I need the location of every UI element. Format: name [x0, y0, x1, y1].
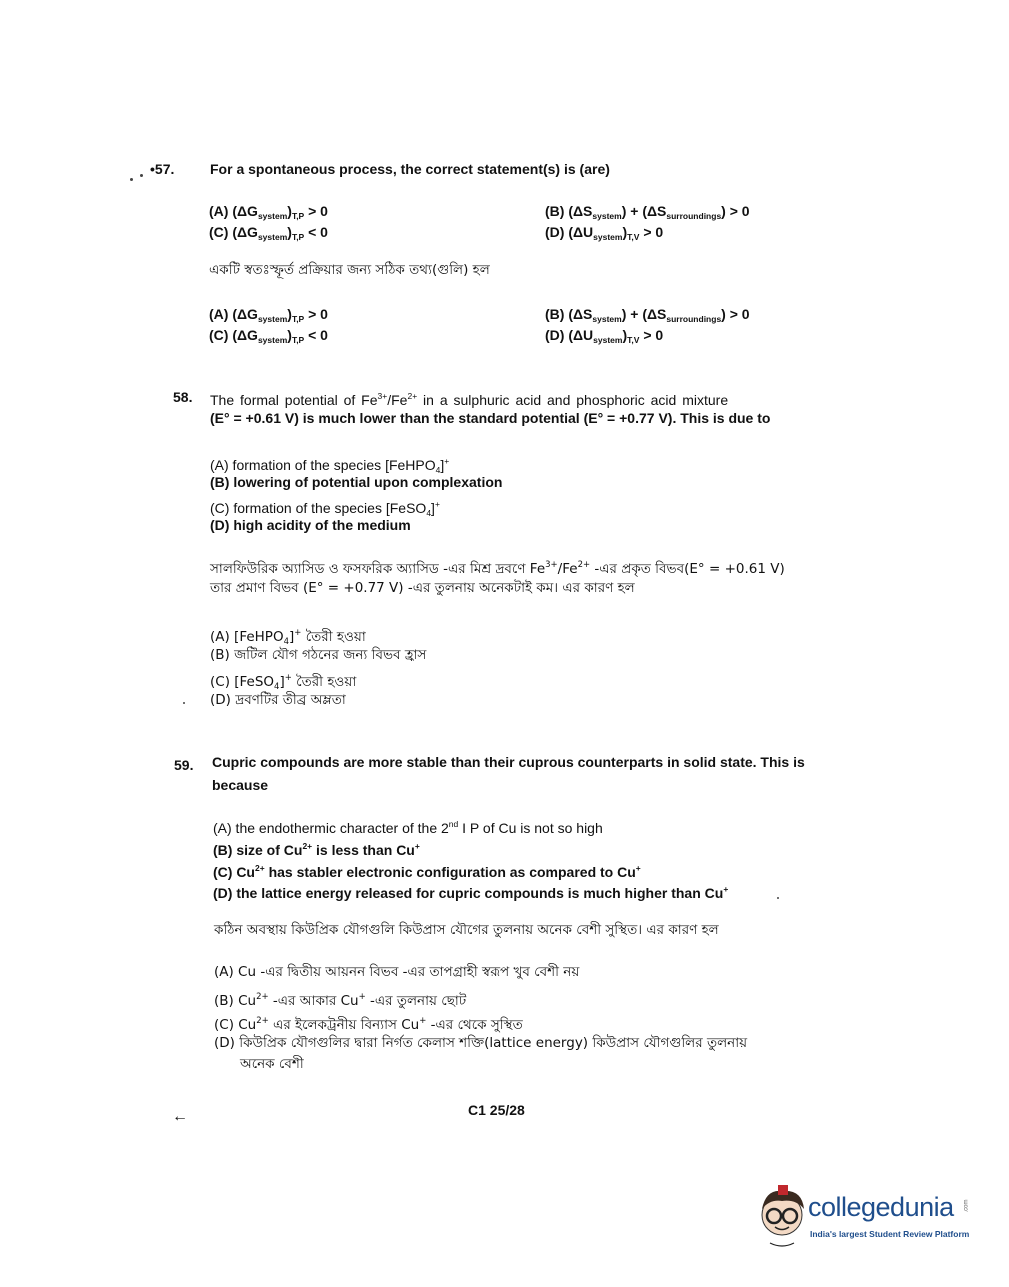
q58-number: 58. — [173, 389, 193, 405]
q58-option-a: (A) formation of the species [FeHPO$_4$]+ — [210, 456, 450, 475]
mascot-icon — [752, 1183, 812, 1253]
logo-wordmark: collegedunia — [808, 1192, 954, 1222]
q59-bn-option-d-line1: (D) কিউপ্রিক যৌগগুলির দ্বারা নির্গত কেলাস শক্তি(lattice energy) কিউপ্রাস যৌগগুলির তুলনায় — [214, 1035, 748, 1051]
q57-option-d: (D) $(\Delta U_{system})_{T,V} > 0$ — [545, 224, 664, 242]
q59-bn-option-d-line2: অনেক বেশী — [240, 1056, 304, 1072]
q57-bn-option-b: (B) $(\Delta S_{system}) + (\Delta S_{surroundings}) > 0$ — [545, 306, 750, 324]
q58-bengali-line2: তার প্রমাণ বিভব (E° = +0.77 V) -এর তুলনায় অনেকটাই কম। এর কারণ হল — [210, 580, 635, 596]
q59-option-a: (A) the endothermic character of the 2nd I P of Cu is not so high — [213, 819, 603, 836]
q58-bn-option-b: (B) জটিল যৌগ গঠনের জন্য বিভব হ্রাস — [210, 647, 427, 663]
q57-marker: •57. — [150, 161, 175, 177]
back-arrow-icon: ← — [172, 1108, 188, 1125]
q57-option-b: (B) $(\Delta S_{system}) + (\Delta S_{surroundings}) > 0$ — [545, 203, 750, 221]
q59-bn-option-b: (B) $Cu^{2+}$ -এর আকার Cu+ -এর তুলনায় ছোট — [214, 992, 467, 1009]
scan-speck — [183, 702, 185, 704]
q59-bn-option-a: (A) Cu -এর দ্বিতীয় আয়নন বিভব -এর তাপগ্রাহী স্বরূপ খুব বেশী নয় — [214, 964, 580, 980]
q57-bengali-question: একটি স্বতঃস্ফূর্ত প্রক্রিয়ার জন্য সঠিক তথ্য(গুলি) হল — [209, 262, 490, 278]
q59-question-line1: Cupric compounds are more stable than their cuprous counterparts in solid state. This is — [212, 754, 805, 770]
q58-option-b: (B) lowering of potential upon complexation — [210, 474, 503, 490]
scan-speck — [130, 178, 133, 181]
q59-option-c: (C) $Cu^{2+}$ has stabler electronic configuration as compared to Cu+ — [213, 863, 641, 880]
q57-option-a: (A) $(\Delta G_{system})_{T,P} > 0$ — [209, 203, 328, 221]
scan-speck — [140, 174, 143, 177]
q57-bn-option-a: (A) $(\Delta G_{system})_{T,P} > 0$ — [209, 306, 328, 324]
scan-speck — [777, 897, 779, 899]
q58-bn-option-a: (A) [FeHPO$_4$]+ তৈরী হওয়া — [210, 628, 366, 647]
q58-option-c: (C) formation of the species [FeSO$_4$]+ — [210, 499, 440, 518]
q58-question-line2: (E° = +0.61 V) is much lower than the standard potential (E° = +0.77 V). This is due to — [210, 410, 771, 426]
q59-bn-option-c: (C) $Cu^{2+}$ এর ইলেকট্রনীয় বিন্যাস Cu+ -এর থেকে সুস্থিত — [214, 1016, 523, 1033]
q57-question: For a spontaneous process, the correct statement(s) is (are) — [210, 161, 610, 177]
q59-question-line2: because — [212, 777, 269, 793]
q57-bn-option-d: (D) $(\Delta U_{system})_{T,V} > 0$ — [545, 327, 664, 345]
page-number: C1 25/28 — [468, 1102, 525, 1118]
q58-bn-option-c: (C) [FeSO$_4$]+ তৈরী হওয়া — [210, 673, 357, 692]
q59-bengali-question: কঠিন অবস্থায় কিউপ্রিক যৌগগুলি কিউপ্রাস যৌগের তুলনায় অনেক বেশী সুস্থিত। এর কারণ হল — [214, 922, 719, 938]
q59-option-b: (B) size of $Cu^{2+}$ is less than Cu+ — [213, 841, 420, 858]
q58-bn-option-d: (D) দ্রবণটির তীব্র অম্লতা — [210, 692, 346, 708]
q58-bengali-line1: সালফিউরিক অ্যাসিড ও ফসফরিক অ্যাসিড -এর মিশ্র দ্রবণে $Fe^{3+}/Fe^{2+}$ -এর প্রকৃত বিভব(E° = +0.61 V) — [210, 560, 785, 577]
q59-option-d: (D) the lattice energy released for cupric compounds is much higher than Cu+ — [213, 884, 729, 901]
q57-bn-option-c: (C) $(\Delta G_{system})_{T,P} < 0$ — [209, 327, 328, 345]
q58-option-d: (D) high acidity of the medium — [210, 517, 411, 533]
q57-option-c: (C) $(\Delta G_{system})_{T,P} < 0$ — [209, 224, 328, 242]
q59-number: 59. — [174, 757, 194, 773]
logo-tagline: India's largest Student Review Platform — [810, 1229, 970, 1239]
q58-question-line1: The formal potential of $Fe^{3+}/Fe^{2+}$ in a sulphuric acid and phosphoric acid mixture — [210, 391, 729, 408]
logo-domain-suffix: .com — [963, 1199, 970, 1213]
